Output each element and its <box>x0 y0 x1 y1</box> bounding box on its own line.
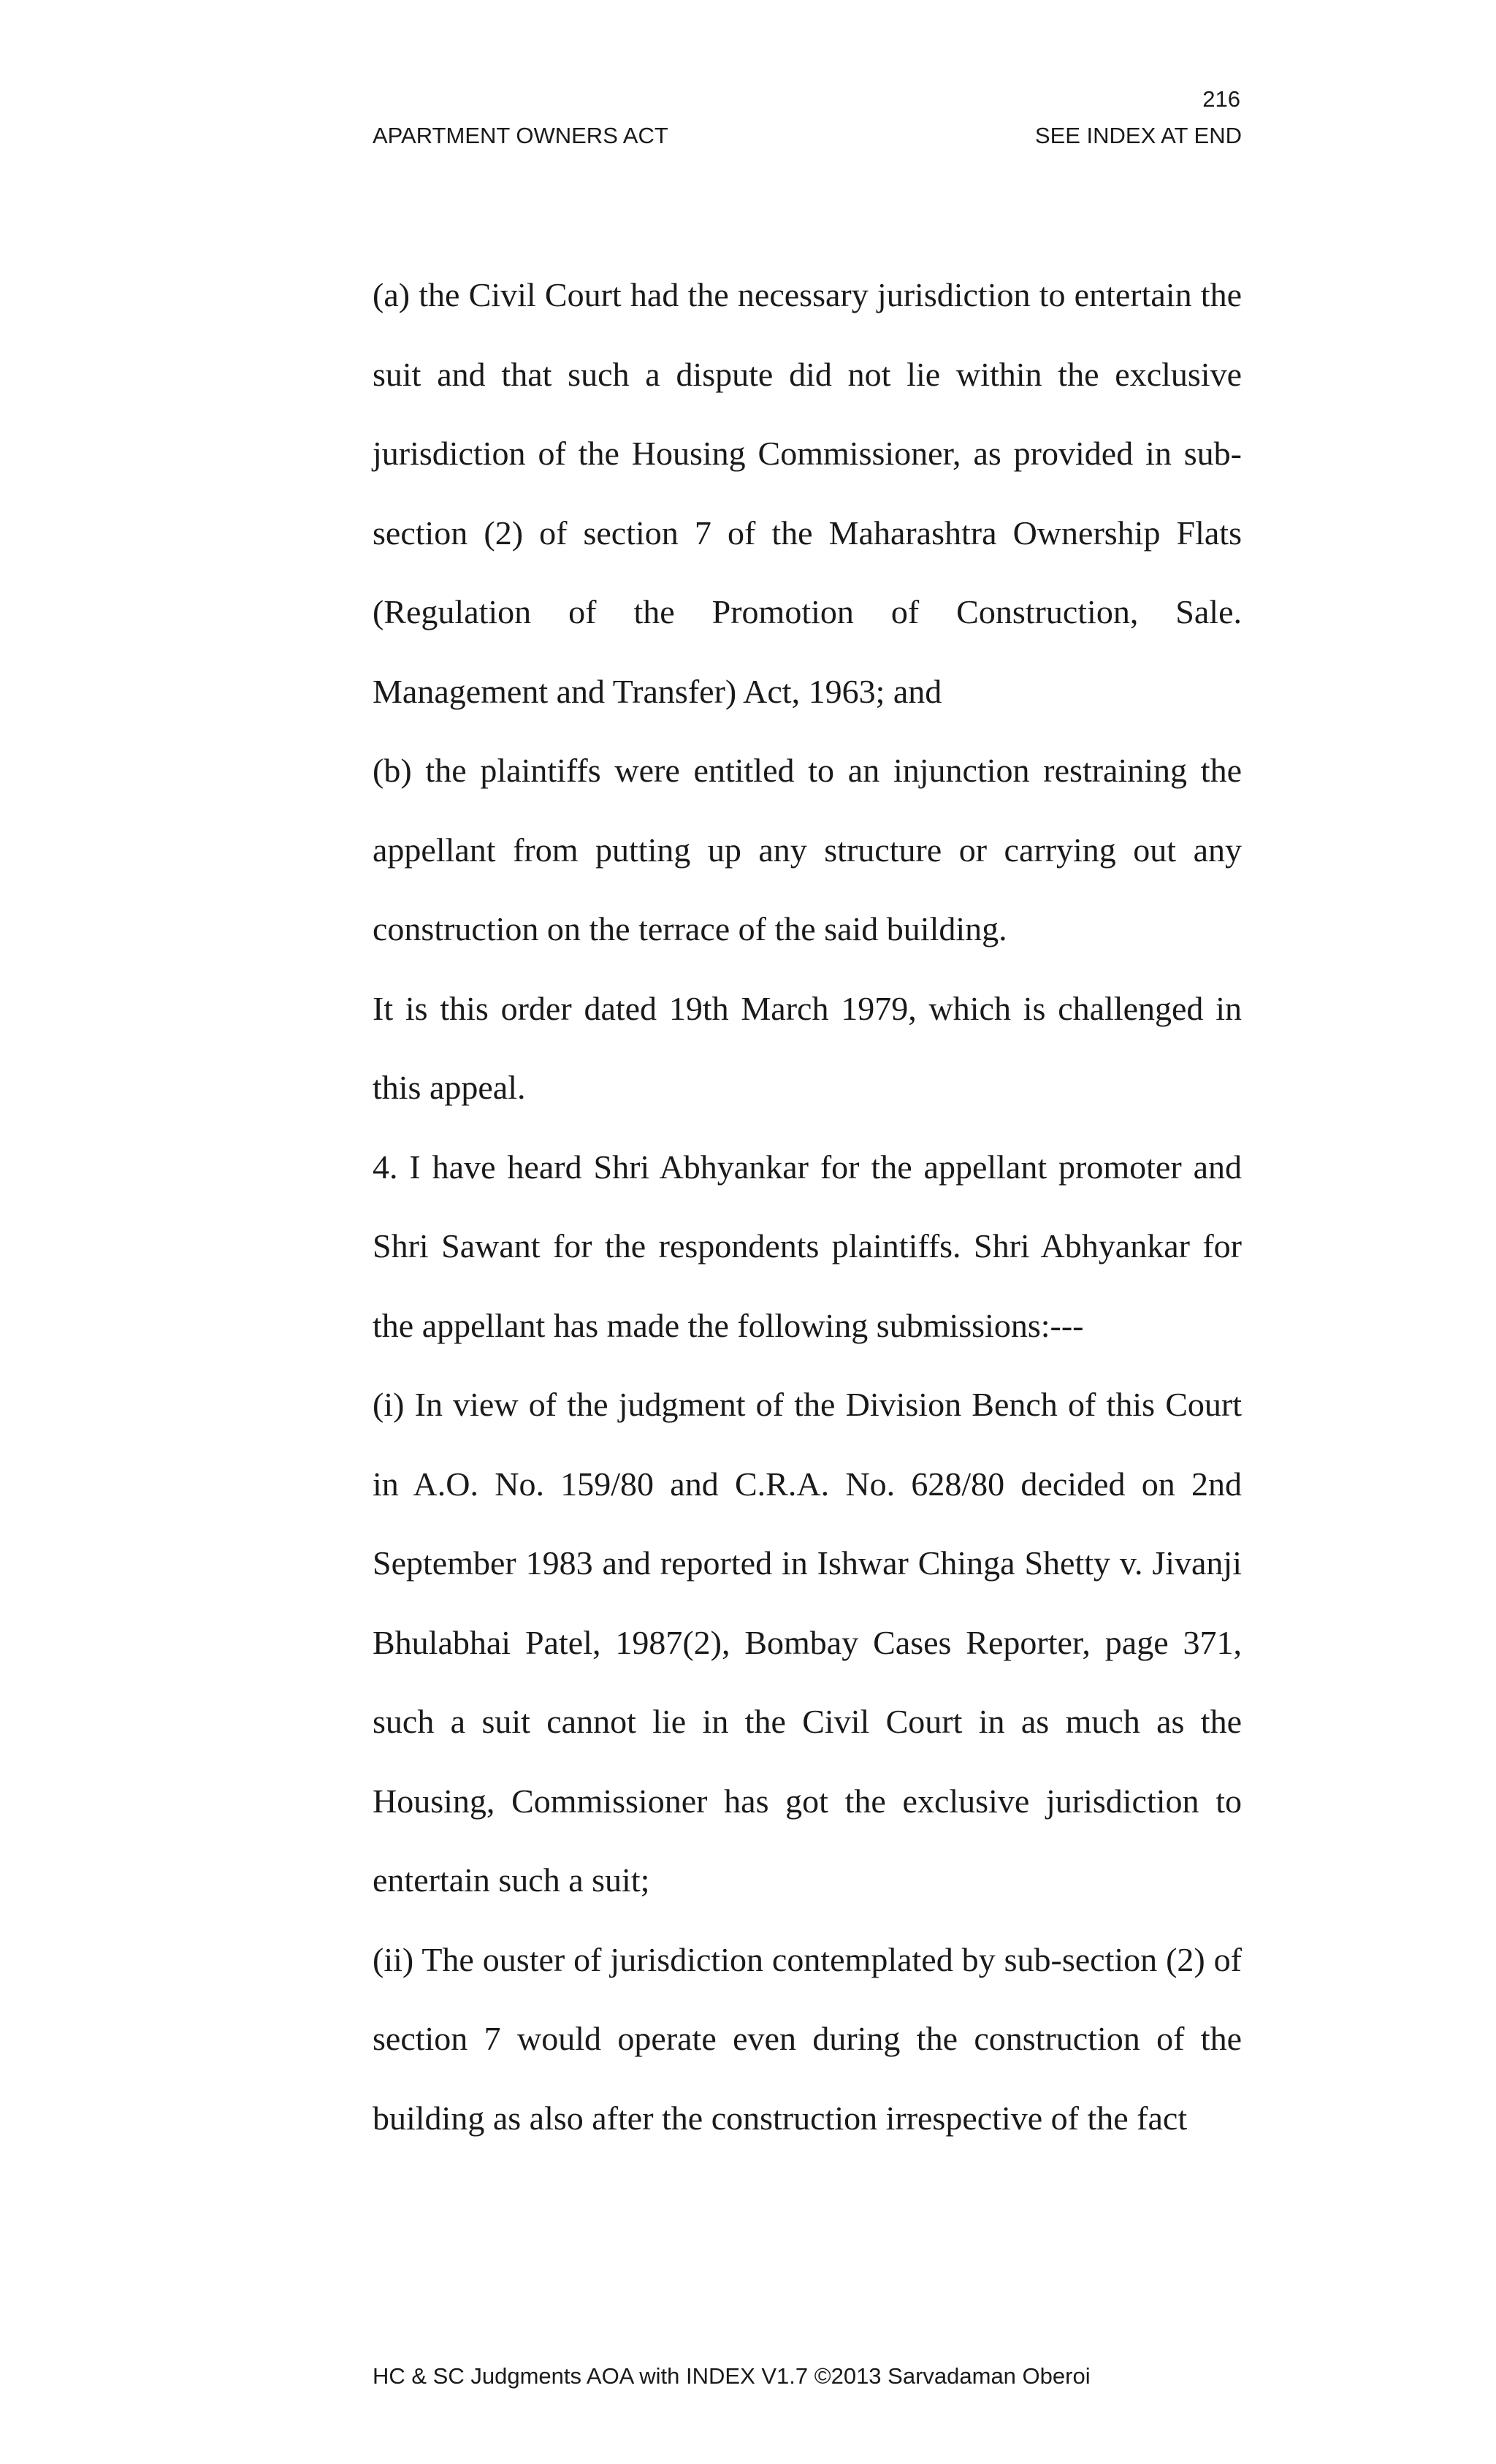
paragraph-i: (i) In view of the judgment of the Division Bench of this Court in A.O. No. 159/80 and C.R.A. No. 628/80 decided on 2nd September 1983 and reported in Ishwar Chinga Shetty v. Jivanji Bhulabhai Patel, 1987(2), Bombay Cases Reporter, page 371, such a suit cannot lie in the Civil Court in as much as the Housing, Commissioner has got the exclusive jurisdiction to entertain such a suit; <box>373 1386 1242 1899</box>
paragraph-a: (a) the Civil Court had the necessary jurisdiction to entertain the suit and that such a dispute did not lie within the exclusive jurisdiction of the Housing Commissioner, as provided in sub-section (2) of section 7 of the Maharashtra Ownership Flats (Regulation of the Promotion of Construction, Sale. Management and Transfer) Act, 1963; and <box>373 276 1242 710</box>
running-header <box>373 124 1242 147</box>
page-footer: HC & SC Judgments AOA with INDEX V1.7 ©2013 Sarvadaman Oberoi <box>373 2363 1091 2389</box>
paragraph-4: 4. I have heard Shri Abhyankar for the appellant promoter and Shri Sawant for the respondents plaintiffs. Shri Abhyankar for the appellant has made the following submissions:--- <box>373 1148 1242 1344</box>
paragraph-order-challenged: It is this order dated 19th March 1979, which is challenged in this appeal. <box>373 989 1242 1106</box>
page-number: 216 <box>1202 86 1240 112</box>
paragraph-ii: (ii) The ouster of jurisdiction contemplated by sub-section (2) of section 7 would operate even during the construction of the building as also after the construction irrespective of the fact <box>373 1940 1242 2137</box>
document-body <box>373 256 1242 2158</box>
header-right-note: SEE INDEX AT END <box>1034 123 1242 148</box>
header-left-title: APARTMENT OWNERS ACT <box>373 123 668 148</box>
paragraph-b: (b) the plaintiffs were entitled to an injunction restraining the appellant from putting up any structure or carrying out any construction on the terrace of the said building. <box>373 752 1242 947</box>
